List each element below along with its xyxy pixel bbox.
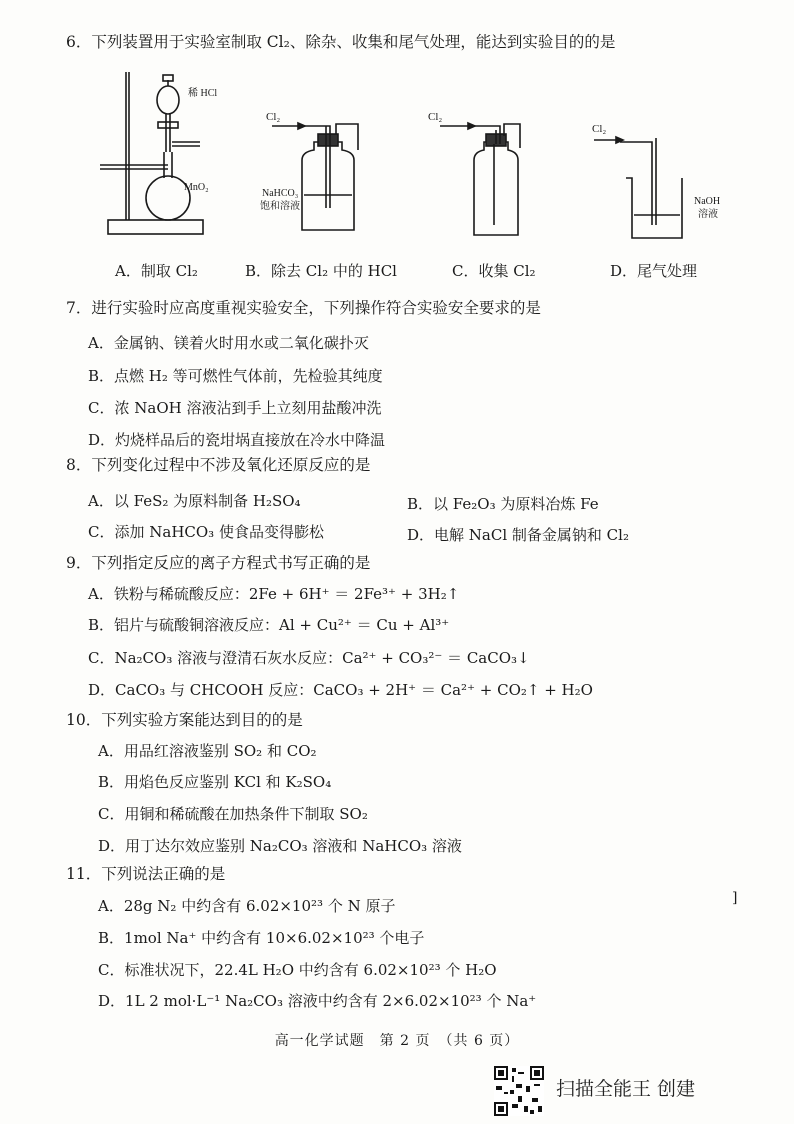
label-cl2-c: Cl₂ bbox=[428, 111, 443, 123]
q9-stem: 9．下列指定反应的离子方程式书写正确的是 bbox=[66, 554, 371, 572]
q9-option-b: B．铝片与硫酸铜溶液反应：Al + Cu²⁺ ＝ Cu + Al³⁺ bbox=[88, 616, 450, 634]
q8-option-c: C．添加 NaHCO₃ 使食品变得膨松 bbox=[88, 523, 324, 541]
q9-option-a: A．铁粉与稀硫酸反应：2Fe + 6H⁺ ＝ 2Fe³⁺ + 3H₂↑ bbox=[88, 585, 460, 603]
label-cl2-b: Cl₂ bbox=[266, 111, 281, 123]
q11-option-b: B．1mol Na⁺ 中约含有 10×6.02×10²³ 个电子 bbox=[98, 929, 425, 947]
q8-option-a: A．以 FeS₂ 为原料制备 H₂SO₄ bbox=[88, 492, 301, 510]
q11-option-c: C．标准状况下，22.4L H₂O 中约含有 6.02×10²³ 个 H₂O bbox=[98, 961, 497, 979]
q10-stem: 10．下列实验方案能达到目的的是 bbox=[66, 711, 303, 729]
apparatus-b bbox=[272, 123, 358, 230]
q9-option-c: C．Na₂CO₃ 溶液与澄清石灰水反应：Ca²⁺ + CO₃²⁻ ＝ CaCO₃↓ bbox=[88, 649, 530, 667]
caption-c: C．收集 Cl₂ bbox=[452, 262, 536, 280]
label-cl2-d: Cl₂ bbox=[592, 123, 607, 135]
label-nahco3-2: 饱和溶液 bbox=[260, 201, 300, 212]
q11-stem: 11．下列说法正确的是 bbox=[66, 865, 226, 883]
q7-option-a: A．金属钠、镁着火时用水或二氧化碳扑灭 bbox=[88, 334, 369, 352]
q10-option-d: D．用丁达尔效应鉴别 Na₂CO₃ 溶液和 NaHCO₃ 溶液 bbox=[98, 837, 462, 855]
page-footer: 高一化学试题 第 2 页 （共 6 页） bbox=[274, 1033, 520, 1049]
scanner-watermark: 扫描全能王 创建 bbox=[556, 1078, 696, 1100]
q6-stem: 6．下列装置用于实验室制取 Cl₂、除杂、收集和尾气处理，能达到实验目的的是 bbox=[66, 33, 616, 51]
caption-a: A．制取 Cl₂ bbox=[115, 262, 198, 280]
qr-code bbox=[494, 1066, 544, 1116]
q11-option-a: A．28g N₂ 中约含有 6.02×10²³ 个 N 原子 bbox=[98, 897, 396, 915]
caption-d: D．尾气处理 bbox=[610, 262, 698, 280]
q8-stem: 8．下列变化过程中不涉及氧化还原反应的是 bbox=[66, 456, 371, 474]
stray-mark: ] bbox=[732, 890, 738, 906]
q10-option-a: A．用品红溶液鉴别 SO₂ 和 CO₂ bbox=[98, 742, 317, 760]
label-hcl: 稀 HCl bbox=[188, 88, 218, 99]
q7-option-d: D．灼烧样品后的瓷坩埚直接放在冷水中降温 bbox=[88, 431, 386, 449]
q11-option-d: D．1L 2 mol·L⁻¹ Na₂CO₃ 溶液中约含有 2×6.02×10²³ 个 Na⁺ bbox=[98, 992, 537, 1010]
label-naoh-1: NaOH bbox=[694, 196, 721, 207]
q9-option-d: D．CaCO₃ 与 CHCOOH 反应：CaCO₃ + 2H⁺ ＝ Ca²⁺ + CO₂↑ + H₂O bbox=[88, 681, 593, 699]
q10-option-c: C．用铜和稀硫酸在加热条件下制取 SO₂ bbox=[98, 805, 368, 823]
caption-b: B．除去 Cl₂ 中的 HCl bbox=[245, 262, 397, 280]
label-mno2: MnO₂ bbox=[184, 182, 209, 193]
q7-stem: 7．进行实验时应高度重视实验安全，下列操作符合实验安全要求的是 bbox=[66, 299, 541, 317]
q7-option-c: C．浓 NaOH 溶液沾到手上立刻用盐酸冲洗 bbox=[88, 399, 382, 417]
q10-option-b: B．用焰色反应鉴别 KCl 和 K₂SO₄ bbox=[98, 773, 332, 791]
label-nahco3-1: NaHCO₃ bbox=[262, 188, 299, 199]
q8-option-d: D．电解 NaCl 制备金属钠和 Cl₂ bbox=[407, 526, 629, 544]
q7-option-b: B．点燃 H₂ 等可燃性气体前，先检验其纯度 bbox=[88, 367, 383, 385]
apparatus-c bbox=[440, 123, 520, 235]
apparatus-d bbox=[594, 137, 682, 238]
q8-option-b: B．以 Fe₂O₃ 为原料冶炼 Fe bbox=[407, 495, 599, 513]
label-naoh-2: 溶液 bbox=[698, 209, 718, 220]
